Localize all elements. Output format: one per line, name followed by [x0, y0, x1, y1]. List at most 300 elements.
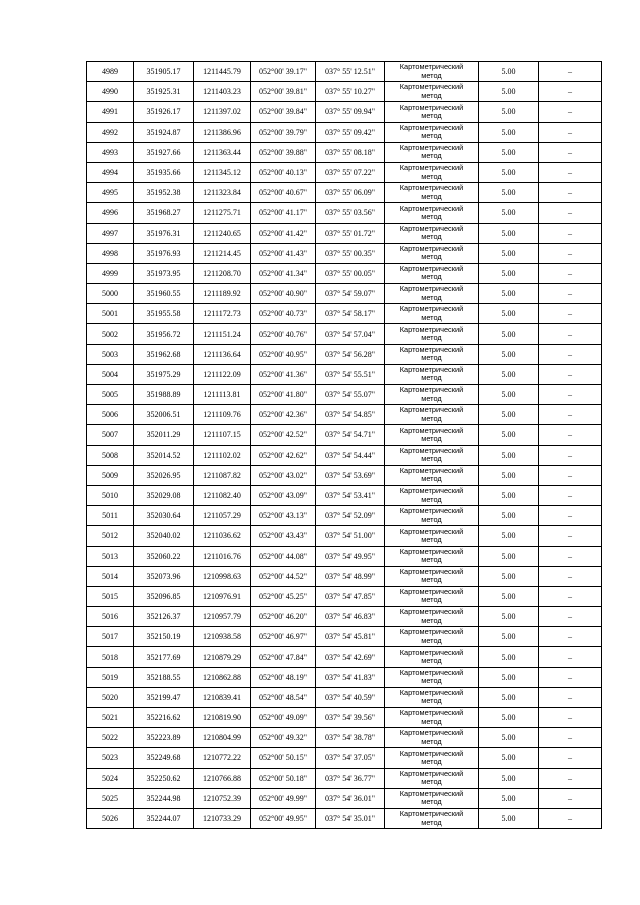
accuracy-cell: 5.00: [479, 687, 539, 707]
x-coordinate-cell: 351935.66: [134, 162, 194, 182]
y-coordinate-cell: 1211136.64: [194, 344, 251, 364]
method-line-1: Картометрический: [399, 385, 464, 395]
method-line-1: Картометрический: [399, 768, 464, 778]
x-coordinate-cell: 352150.19: [134, 627, 194, 647]
longitude-cell: 037° 54' 48.99": [316, 566, 385, 586]
point-number-cell: 4990: [87, 82, 134, 102]
point-number-cell: 5019: [87, 667, 134, 687]
method-line-1: Картометрический: [399, 405, 464, 415]
longitude-cell: 037° 54' 38.78": [316, 728, 385, 748]
method-line-2: метод: [421, 595, 442, 605]
table-row: [87, 627, 602, 647]
table-row: [87, 385, 602, 405]
y-coordinate-cell: 1211113.81: [194, 385, 251, 405]
longitude-cell: 037° 55' 08.18": [316, 142, 385, 162]
x-coordinate-cell: 351988.89: [134, 385, 194, 405]
latitude-cell: 052°00' 41.34": [251, 263, 316, 283]
x-coordinate-cell: 352040.02: [134, 526, 194, 546]
x-coordinate-cell: 352026.95: [134, 465, 194, 485]
method-cell: [385, 546, 479, 566]
latitude-cell: 052°00' 41.43": [251, 243, 316, 263]
y-coordinate-cell: 1211240.65: [194, 223, 251, 243]
method-cell: [385, 344, 479, 364]
y-coordinate-cell: 1210819.90: [194, 708, 251, 728]
y-coordinate-cell: 1210766.88: [194, 768, 251, 788]
point-number-cell: 5011: [87, 506, 134, 526]
table-row: [87, 304, 602, 324]
table-row: [87, 183, 602, 203]
latitude-cell: 052°00' 49.95": [251, 808, 316, 828]
method-line-1: Картометрический: [399, 526, 464, 536]
method-cell: [385, 62, 479, 82]
y-coordinate-cell: 1210976.91: [194, 586, 251, 606]
accuracy-cell: 5.00: [479, 203, 539, 223]
method-line-2: метод: [421, 635, 442, 645]
y-coordinate-cell: 1210862.88: [194, 667, 251, 687]
x-coordinate-cell: 351956.72: [134, 324, 194, 344]
note-cell: –: [539, 203, 602, 223]
longitude-cell: 037° 54' 36.77": [316, 768, 385, 788]
method-line-2: метод: [421, 131, 442, 141]
method-cell: [385, 82, 479, 102]
method-line-1: Картометрический: [399, 243, 464, 253]
accuracy-cell: 5.00: [479, 385, 539, 405]
latitude-cell: 052°00' 43.13": [251, 506, 316, 526]
method-cell: [385, 142, 479, 162]
method-line-2: метод: [421, 817, 442, 827]
method-line-1: Картометрический: [399, 62, 464, 72]
point-number-cell: 4991: [87, 102, 134, 122]
x-coordinate-cell: 351927.66: [134, 142, 194, 162]
method-cell: [385, 324, 479, 344]
point-number-cell: 5016: [87, 607, 134, 627]
method-cell: [385, 687, 479, 707]
method-line-1: Картометрический: [399, 223, 464, 233]
point-number-cell: 5023: [87, 748, 134, 768]
latitude-cell: 052°00' 40.90": [251, 284, 316, 304]
method-cell: [385, 667, 479, 687]
point-number-cell: 4992: [87, 122, 134, 142]
y-coordinate-cell: 1211386.96: [194, 122, 251, 142]
point-number-cell: 5013: [87, 546, 134, 566]
method-line-2: метод: [421, 696, 442, 706]
longitude-cell: 037° 54' 35.01": [316, 808, 385, 828]
latitude-cell: 052°00' 42.62": [251, 445, 316, 465]
method-line-2: метод: [421, 312, 442, 322]
note-cell: –: [539, 647, 602, 667]
note-cell: –: [539, 183, 602, 203]
y-coordinate-cell: 1211151.24: [194, 324, 251, 344]
accuracy-cell: 5.00: [479, 728, 539, 748]
note-cell: –: [539, 526, 602, 546]
x-coordinate-cell: 351925.31: [134, 82, 194, 102]
method-line-1: Картометрический: [399, 688, 464, 697]
y-coordinate-cell: 1211208.70: [194, 263, 251, 283]
latitude-cell: 052°00' 46.20": [251, 607, 316, 627]
y-coordinate-cell: 1211445.79: [194, 62, 251, 82]
latitude-cell: 052°00' 39.81": [251, 82, 316, 102]
y-coordinate-cell: 1211016.76: [194, 546, 251, 566]
accuracy-cell: 5.00: [479, 405, 539, 425]
point-number-cell: 4995: [87, 183, 134, 203]
note-cell: –: [539, 465, 602, 485]
method-line-2: метод: [421, 716, 442, 726]
point-number-cell: 5009: [87, 465, 134, 485]
table-row: [87, 62, 602, 82]
point-number-cell: 4994: [87, 162, 134, 182]
method-line-1: Картометрический: [399, 304, 464, 314]
latitude-cell: 052°00' 40.67": [251, 183, 316, 203]
note-cell: –: [539, 667, 602, 687]
y-coordinate-cell: 1211345.12: [194, 162, 251, 182]
method-line-2: метод: [421, 151, 442, 161]
note-cell: –: [539, 122, 602, 142]
note-cell: –: [539, 728, 602, 748]
method-cell: [385, 405, 479, 425]
accuracy-cell: 5.00: [479, 768, 539, 788]
latitude-cell: 052°00' 49.32": [251, 728, 316, 748]
x-coordinate-cell: 352249.68: [134, 748, 194, 768]
note-cell: –: [539, 102, 602, 122]
table-row: [87, 506, 602, 526]
table-row: [87, 808, 602, 828]
method-cell: [385, 203, 479, 223]
method-line-2: метод: [421, 676, 442, 686]
point-number-cell: 5021: [87, 708, 134, 728]
y-coordinate-cell: 1211107.15: [194, 425, 251, 445]
method-line-2: метод: [421, 292, 442, 302]
longitude-cell: 037° 54' 59.07": [316, 284, 385, 304]
x-coordinate-cell: 352060.22: [134, 546, 194, 566]
coordinates-table: [86, 61, 602, 829]
table-row: [87, 445, 602, 465]
method-cell: [385, 748, 479, 768]
method-line-2: метод: [421, 756, 442, 766]
note-cell: –: [539, 405, 602, 425]
longitude-cell: 037° 54' 42.69": [316, 647, 385, 667]
method-line-1: Картометрический: [399, 788, 464, 798]
y-coordinate-cell: 1211323.84: [194, 183, 251, 203]
latitude-cell: 052°00' 40.13": [251, 162, 316, 182]
table-row: [87, 465, 602, 485]
method-line-2: метод: [421, 514, 442, 524]
latitude-cell: 052°00' 40.73": [251, 304, 316, 324]
latitude-cell: 052°00' 39.84": [251, 102, 316, 122]
latitude-cell: 052°00' 42.52": [251, 425, 316, 445]
note-cell: –: [539, 768, 602, 788]
longitude-cell: 037° 54' 41.83": [316, 667, 385, 687]
x-coordinate-cell: 351926.17: [134, 102, 194, 122]
method-line-1: Картометрический: [399, 445, 464, 455]
table-row: [87, 284, 602, 304]
longitude-cell: 037° 54' 54.71": [316, 425, 385, 445]
note-cell: –: [539, 586, 602, 606]
table-row: [87, 708, 602, 728]
point-number-cell: 5018: [87, 647, 134, 667]
method-line-1: Картометрический: [399, 728, 464, 738]
note-cell: –: [539, 546, 602, 566]
longitude-cell: 037° 54' 54.44": [316, 445, 385, 465]
point-number-cell: 5008: [87, 445, 134, 465]
point-number-cell: 5010: [87, 485, 134, 505]
x-coordinate-cell: 352199.47: [134, 687, 194, 707]
latitude-cell: 052°00' 45.25": [251, 586, 316, 606]
method-line-2: метод: [421, 232, 442, 242]
latitude-cell: 052°00' 41.80": [251, 385, 316, 405]
method-cell: [385, 708, 479, 728]
accuracy-cell: 5.00: [479, 667, 539, 687]
accuracy-cell: 5.00: [479, 284, 539, 304]
method-line-2: метод: [421, 90, 442, 100]
table-row: [87, 748, 602, 768]
accuracy-cell: 5.00: [479, 445, 539, 465]
x-coordinate-cell: 351960.55: [134, 284, 194, 304]
latitude-cell: 052°00' 41.17": [251, 203, 316, 223]
method-cell: [385, 526, 479, 546]
method-cell: [385, 728, 479, 748]
note-cell: –: [539, 142, 602, 162]
method-line-2: метод: [421, 211, 442, 221]
longitude-cell: 037° 54' 58.17": [316, 304, 385, 324]
method-cell: [385, 183, 479, 203]
point-number-cell: 5014: [87, 566, 134, 586]
x-coordinate-cell: 352126.37: [134, 607, 194, 627]
point-number-cell: 5012: [87, 526, 134, 546]
method-line-1: Картометрический: [399, 627, 464, 637]
longitude-cell: 037° 54' 45.81": [316, 627, 385, 647]
x-coordinate-cell: 351976.31: [134, 223, 194, 243]
note-cell: –: [539, 324, 602, 344]
method-cell: [385, 566, 479, 586]
method-line-2: метод: [421, 494, 442, 504]
x-coordinate-cell: 352011.29: [134, 425, 194, 445]
method-line-1: Картометрический: [399, 809, 464, 819]
table-row: [87, 122, 602, 142]
point-number-cell: 5004: [87, 364, 134, 384]
method-cell: [385, 788, 479, 808]
x-coordinate-cell: 352223.89: [134, 728, 194, 748]
x-coordinate-cell: 352014.52: [134, 445, 194, 465]
method-line-1: Картометрический: [399, 587, 464, 597]
latitude-cell: 052°00' 40.76": [251, 324, 316, 344]
accuracy-cell: 5.00: [479, 425, 539, 445]
method-line-1: Картометрический: [399, 425, 464, 435]
x-coordinate-cell: 352029.08: [134, 485, 194, 505]
longitude-cell: 037° 54' 55.07": [316, 385, 385, 405]
y-coordinate-cell: 1210839.41: [194, 687, 251, 707]
longitude-cell: 037° 55' 01.72": [316, 223, 385, 243]
accuracy-cell: 5.00: [479, 344, 539, 364]
accuracy-cell: 5.00: [479, 586, 539, 606]
method-line-1: Картометрический: [399, 122, 464, 132]
x-coordinate-cell: 351924.87: [134, 122, 194, 142]
method-line-2: метод: [421, 353, 442, 363]
x-coordinate-cell: 352216.62: [134, 708, 194, 728]
note-cell: –: [539, 748, 602, 768]
note-cell: –: [539, 808, 602, 828]
accuracy-cell: 5.00: [479, 808, 539, 828]
x-coordinate-cell: 352188.55: [134, 667, 194, 687]
accuracy-cell: 5.00: [479, 263, 539, 283]
method-line-1: Картометрический: [399, 465, 464, 475]
accuracy-cell: 5.00: [479, 324, 539, 344]
method-line-1: Картометрический: [399, 667, 464, 677]
latitude-cell: 052°00' 41.42": [251, 223, 316, 243]
table-row: [87, 425, 602, 445]
method-line-1: Картометрический: [399, 647, 464, 657]
y-coordinate-cell: 1211082.40: [194, 485, 251, 505]
latitude-cell: 052°00' 43.43": [251, 526, 316, 546]
longitude-cell: 037° 55' 00.05": [316, 263, 385, 283]
method-line-1: Картометрический: [399, 324, 464, 334]
table-row: [87, 607, 602, 627]
method-line-1: Картометрический: [399, 365, 464, 374]
latitude-cell: 052°00' 39.88": [251, 142, 316, 162]
x-coordinate-cell: 351962.68: [134, 344, 194, 364]
method-line-1: Картометрический: [399, 566, 464, 576]
accuracy-cell: 5.00: [479, 62, 539, 82]
accuracy-cell: 5.00: [479, 82, 539, 102]
method-cell: [385, 465, 479, 485]
longitude-cell: 037° 54' 40.59": [316, 687, 385, 707]
method-cell: [385, 586, 479, 606]
point-number-cell: 5005: [87, 385, 134, 405]
longitude-cell: 037° 54' 57.04": [316, 324, 385, 344]
table-row: [87, 243, 602, 263]
method-line-1: Картометрический: [399, 102, 464, 112]
note-cell: –: [539, 708, 602, 728]
y-coordinate-cell: 1211102.02: [194, 445, 251, 465]
x-coordinate-cell: 352030.64: [134, 506, 194, 526]
table-row: [87, 485, 602, 505]
note-cell: –: [539, 243, 602, 263]
y-coordinate-cell: 1210752.39: [194, 788, 251, 808]
note-cell: –: [539, 364, 602, 384]
method-cell: [385, 607, 479, 627]
latitude-cell: 052°00' 39.17": [251, 62, 316, 82]
accuracy-cell: 5.00: [479, 243, 539, 263]
method-line-1: Картометрический: [399, 546, 464, 556]
method-line-1: Картометрический: [399, 748, 464, 758]
point-number-cell: 4997: [87, 223, 134, 243]
table-body: [87, 62, 602, 829]
table-row: [87, 364, 602, 384]
note-cell: –: [539, 425, 602, 445]
x-coordinate-cell: 351975.29: [134, 364, 194, 384]
method-line-1: Картометрический: [399, 486, 464, 496]
point-number-cell: 5025: [87, 788, 134, 808]
method-line-1: Картометрический: [399, 142, 464, 152]
table-row: [87, 203, 602, 223]
method-cell: [385, 364, 479, 384]
method-cell: [385, 647, 479, 667]
note-cell: –: [539, 284, 602, 304]
method-line-1: Картометрический: [399, 506, 464, 516]
table-row: [87, 566, 602, 586]
table-row: [87, 142, 602, 162]
accuracy-cell: 5.00: [479, 506, 539, 526]
longitude-cell: 037° 55' 09.94": [316, 102, 385, 122]
accuracy-cell: 5.00: [479, 607, 539, 627]
table-row: [87, 586, 602, 606]
method-line-2: метод: [421, 272, 442, 282]
x-coordinate-cell: 351976.93: [134, 243, 194, 263]
latitude-cell: 052°00' 49.99": [251, 788, 316, 808]
y-coordinate-cell: 1211087.82: [194, 465, 251, 485]
accuracy-cell: 5.00: [479, 142, 539, 162]
method-cell: [385, 768, 479, 788]
point-number-cell: 5006: [87, 405, 134, 425]
latitude-cell: 052°00' 42.36": [251, 405, 316, 425]
note-cell: –: [539, 627, 602, 647]
accuracy-cell: 5.00: [479, 647, 539, 667]
method-cell: [385, 304, 479, 324]
point-number-cell: 4998: [87, 243, 134, 263]
note-cell: –: [539, 687, 602, 707]
longitude-cell: 037° 55' 10.27": [316, 82, 385, 102]
x-coordinate-cell: 352073.96: [134, 566, 194, 586]
latitude-cell: 052°00' 50.15": [251, 748, 316, 768]
method-line-2: метод: [421, 615, 442, 625]
method-cell: [385, 485, 479, 505]
table-row: [87, 344, 602, 364]
y-coordinate-cell: 1210957.79: [194, 607, 251, 627]
method-cell: [385, 506, 479, 526]
longitude-cell: 037° 54' 51.00": [316, 526, 385, 546]
longitude-cell: 037° 54' 54.85": [316, 405, 385, 425]
accuracy-cell: 5.00: [479, 627, 539, 647]
y-coordinate-cell: 1211189.92: [194, 284, 251, 304]
point-number-cell: 5000: [87, 284, 134, 304]
method-line-1: Картометрический: [399, 163, 464, 173]
longitude-cell: 037° 55' 12.51": [316, 62, 385, 82]
accuracy-cell: 5.00: [479, 364, 539, 384]
y-coordinate-cell: 1211397.02: [194, 102, 251, 122]
latitude-cell: 052°00' 48.54": [251, 687, 316, 707]
y-coordinate-cell: 1210772.22: [194, 748, 251, 768]
point-number-cell: 5022: [87, 728, 134, 748]
latitude-cell: 052°00' 44.52": [251, 566, 316, 586]
note-cell: –: [539, 445, 602, 465]
point-number-cell: 4999: [87, 263, 134, 283]
method-line-2: метод: [421, 797, 442, 807]
longitude-cell: 037° 54' 37.05": [316, 748, 385, 768]
point-number-cell: 5026: [87, 808, 134, 828]
accuracy-cell: 5.00: [479, 546, 539, 566]
point-number-cell: 5024: [87, 768, 134, 788]
accuracy-cell: 5.00: [479, 183, 539, 203]
y-coordinate-cell: 1211275.71: [194, 203, 251, 223]
x-coordinate-cell: 352096.85: [134, 586, 194, 606]
table-row: [87, 102, 602, 122]
note-cell: –: [539, 385, 602, 405]
y-coordinate-cell: 1210998.63: [194, 566, 251, 586]
method-line-1: Картометрический: [399, 344, 464, 354]
method-cell: [385, 284, 479, 304]
y-coordinate-cell: 1210804.99: [194, 728, 251, 748]
latitude-cell: 052°00' 47.84": [251, 647, 316, 667]
point-number-cell: 5017: [87, 627, 134, 647]
longitude-cell: 037° 55' 00.35": [316, 243, 385, 263]
method-line-2: метод: [421, 555, 442, 565]
method-line-2: метод: [421, 575, 442, 585]
method-line-2: метод: [421, 70, 442, 80]
accuracy-cell: 5.00: [479, 485, 539, 505]
note-cell: –: [539, 304, 602, 324]
method-line-2: метод: [421, 171, 442, 181]
note-cell: –: [539, 223, 602, 243]
note-cell: –: [539, 62, 602, 82]
